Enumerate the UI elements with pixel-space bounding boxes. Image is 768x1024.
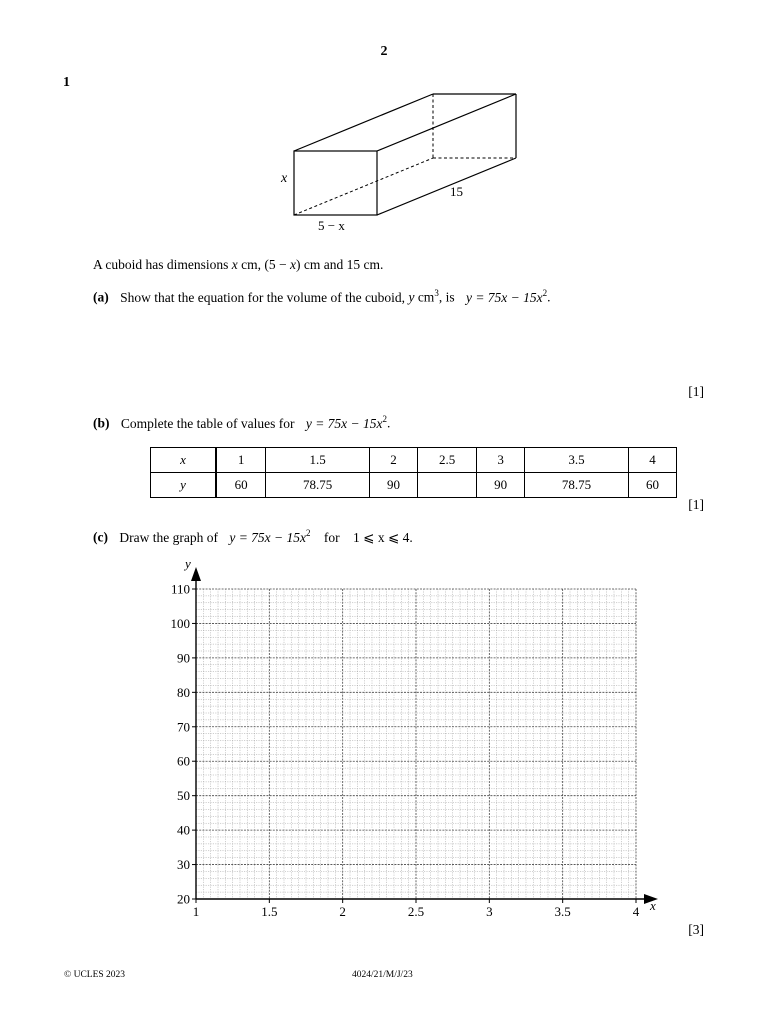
part-c-text: Draw the graph of [119,529,218,545]
footer-code: 4024/21/M/J/23 [352,970,413,980]
x-tick-label: 2 [339,904,346,919]
part-c-for: for [323,529,340,545]
y-tick-label: 80 [177,684,190,700]
table-cell-x: 3.5 [525,448,629,473]
table-cell-y: 60 [628,473,676,498]
intro-var: x [289,257,296,272]
y-axis-label: y [185,556,191,571]
table-cell-y: 60 [216,473,266,498]
x-tick-label: 2.5 [407,904,425,919]
x-axis-label: x [650,898,656,913]
y-tick-label: 30 [177,857,190,873]
table-cell-x: 3 [477,448,525,473]
table-cell-x: 2.5 [418,448,477,473]
y-tick-label: 110 [170,581,190,597]
table-head-x: x [151,448,217,473]
part-c-equation: y = 75x − 15x [229,529,307,545]
table-head-y: y [151,473,217,498]
table-cell-y: 90 [477,473,525,498]
footer-copyright: © UCLES 2023 [64,970,126,980]
x-tick-label: 1.5 [261,904,278,919]
table-cell-x: 2 [369,448,417,473]
y-tick-label: 60 [177,753,190,769]
x-tick-label: 1 [192,904,200,919]
part-a-label: (a) [93,289,109,305]
page-number: 2 [380,44,388,59]
part-a-text: Show that the equation for the volume of the cuboid, [120,289,409,305]
part-a-var: y [408,289,415,305]
part-a-end: . [547,289,551,305]
label-width: 5 − x [318,218,345,233]
part-a-sup: 3 [434,288,439,298]
label-length: 15 [450,184,463,199]
part-b-label: (b) [93,415,110,431]
table-cell-x: 1.5 [266,448,370,473]
y-tick-label: 70 [177,719,190,735]
x-tick-label: 3 [486,904,493,919]
part-a-is: , is [438,289,455,305]
part-c-range: 1 ⩽ x ⩽ 4. [353,529,413,545]
y-tick-label: 90 [177,650,190,666]
part-a-equation: y = 75x − 15x [465,289,543,305]
part-b-marks: [1] [688,497,704,512]
question-number: 1 [63,75,70,90]
table-cell-x: 1 [216,448,266,473]
part-b-equation: y = 75x − 15x [305,415,383,431]
part-c-label: (c) [93,529,108,545]
x-tick-label: 4 [632,904,640,919]
part-b-eq-sup: 2 [382,414,388,424]
part-a-unit: cm [414,289,435,305]
part-a-eq-sup: 2 [542,288,548,298]
table-cell-x: 4 [628,448,676,473]
y-tick-label: 20 [177,891,190,907]
intro-var: x [231,257,238,272]
intro-part: ) cm and 15 cm. [295,257,384,272]
y-tick-label: 50 [177,788,190,804]
y-tick-label: 100 [170,615,190,631]
intro-part: A cuboid has dimensions [93,257,232,272]
y-tick-label: 40 [177,822,190,838]
part-a-marks: [1] [688,384,704,399]
y-axis-arrow-icon [191,567,201,581]
intro-part: cm, (5 − [237,257,290,272]
part-b-text: Complete the table of values for [120,415,295,431]
part-c-marks: [3] [688,922,704,937]
part-c-eq-sup: 2 [306,528,311,538]
label-height: x [281,171,288,186]
table-cell-y: 90 [369,473,417,498]
x-tick-label: 3.5 [554,904,571,919]
table-cell-y: 78.75 [266,473,370,498]
table-cell-y: 78.75 [525,473,629,498]
part-b-end: . [387,415,391,431]
